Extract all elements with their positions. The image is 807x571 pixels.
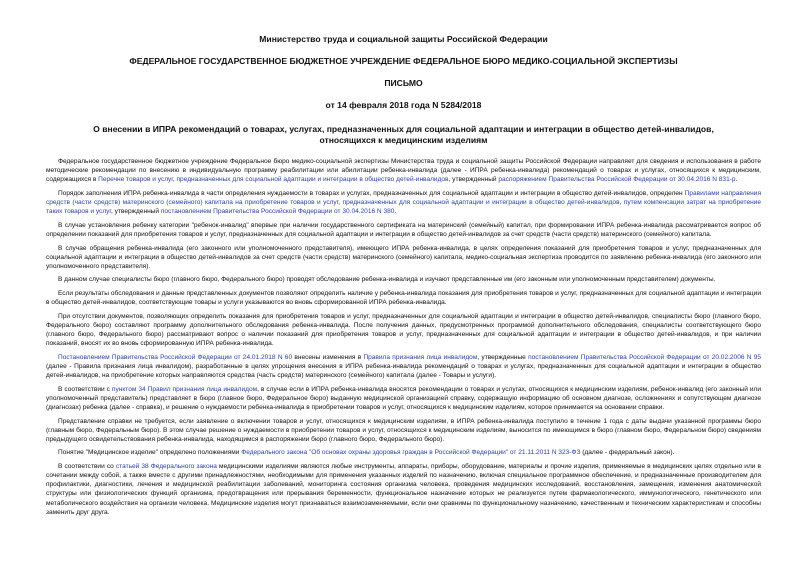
paragraph-3: В случае установления ребенку категории "ребенок-инвалид" впервые при наличии государственного сертификата на материнский (семейный) капитал, при формировании ИПРА ребенка-инвалида рассматривается вопрос об определении показаний для приобретения товаров и услуг, предназначенных для социальной адаптации и интеграции в общество детей-инвалидов за счет средств (части средств) материнского (семейного) капитала. <box>46 221 761 238</box>
paragraph-10: Представление справки не требуется, если заявление о включении товаров и услуг, относящихся к медицинским изделиям, в ИПРА ребенка-инвалида поступило в течение 1 года с даты выдачи указанной программы бюро (главным бюро, Федеральным бюро). В этом случае решение о нуждаемости в приобретении товаров и услуг, относящихся к медицинским изделиям, выносится по имеющимся в бюро (главном бюро, Федеральном бюро) сведениям предыдущего освидетельствования ребенка-инвалида, находящимся в распоряжении бюро (главного бюро, Федерального бюро). <box>46 417 761 443</box>
paragraph-12: В соответствии со статьей 38 Федерального закона медицинскими изделиями являются любые инструменты, аппараты, приборы, оборудование, материалы и прочие изделия, применяемые в медицинских целях отдельно или в сочетании между собой, а также вместе с другими принадлежностями, необходимыми для применения указанных изделий по назначению, включая специальное программное обеспечение, и предназначенные производителем для профилактики, диагностики, лечения и медицинской реабилитации заболеваний, мониторинга состояния организма человека, проведения медицинских исследований, восстановления, замещения, изменения анатомической структуры или физиологических функций организма, предотвращения или прерывания беременности, функциональное назначение которых не реализуется путем фармакологического, иммунологического, генетического или метаболического воздействия на организм человека. Медицинские изделия могут признаваться взаимозаменяемыми, если они сравнимы по функциональному назначению, качественным и техническим характеристикам и способны заменить друг друга. <box>46 463 761 516</box>
document-title: О внесении в ИПРА рекомендаций о товарах, услугах, предназначенных для социальной адаптации и интеграции в общество детей-инвалидов, относящихся к медицинским изделиям <box>93 124 714 145</box>
paragraph-6: Если результаты обследования и данные представленных документов позволяют определить наличие у ребенка-инвалида показания для приобретения товаров и услуг, предназначенных для социальной адаптации и интеграции в общество детей-инвалидов, соответствующие товары и услуги указываются во вновь сформированной ИПРА ребенка-инвалида. <box>46 290 761 307</box>
link-punkt-34[interactable]: пунктом 34 Правил признания лица инвалидом <box>111 385 258 393</box>
link-statya-38[interactable]: статьей 38 Федерального закона <box>115 463 217 471</box>
paragraph-9: В соответствии с пунктом 34 Правил признания лица инвалидом, в случае если в ИПРА ребенка-инвалида вносятся рекомендации о товарах и услугах, относящихся к медицинским изделиям, ребенок-инвалид (его законный или уполномоченный представитель) представляет в бюро (главное бюро, Федеральное бюро) выданную медицинской организацией справку, содержащую информацию об основном диагнозе, осложнениях и сопутствующем диагнозе (диагнозах) ребенка (далее - справка), и решение о нуждаемости ребенка-инвалида в приобретении товаров и услуг, относящихся к медицинским изделиям, которое принимается на основании справки. <box>46 385 761 411</box>
paragraph-2: Порядок заполнения ИПРА ребенка-инвалида в части определения нуждаемости в товарах и услугах, предназначенных для социальной адаптации и интеграции в общество детей-инвалидов, определен Правилами направления средств (части средств) материнского (семейного) капитала на приобретение товаров и услуг, предназначенных для социальной адаптации и интеграции в общество детей-инвалидов, путем компенсации затрат на приобретение таких товаров и услуг, утвержденный постановлением Правительства Российской Федерации от 30.04.2016 N 380. <box>46 189 761 216</box>
paragraph-8: Постановлением Правительства Российской Федерации от 24.01.2018 N 60 внесены изменения в Правила признания лица инвалидом, утвержденные постановлением Правительства Российской Федерации от 20.02.2006 N 95 (далее - Правила признания лица инвалидом), разработанные в целях упрощения внесения в ИПРА ребенка-инвалида рекомендаций о товарах и услугах, предназначенных для социальной адаптации и интеграции в общество детей-инвалидов, на приобретение которых направляются средства (часть средств) материнского (семейного) капитала (далее - Товары и услуги). <box>46 353 761 380</box>
paragraph-11: Понятие "Медицинское изделие" определено положениями Федерального закона "Об основах охраны здоровья граждан в Российской Федерации" от 21.11.2011 N 323-ФЗ (далее - федеральный закон). <box>58 449 675 457</box>
document-date-number: от 14 февраля 2018 года N 5284/2018 <box>325 100 482 110</box>
paragraph-5: В данном случае специалисты бюро (главного бюро, Федерального бюро) проводят обследование ребенка-инвалида и изучают представленные им (его законным или уполномоченным представителем) документы. <box>58 276 716 284</box>
link-postanovlenie-380[interactable]: постановлением Правительства Российской Федерации от 30.04.2016 N 380 <box>160 208 395 216</box>
link-rasporyazhenie-831r[interactable]: распоряжением Правительства Российской Федерации от 30.04.2016 N 831-р <box>498 176 736 184</box>
ministry-heading: Министерство труда и социальной защиты Российской Федерации <box>259 34 548 44</box>
paragraph-7: При отсутствии документов, позволяющих определить показания для приобретения товаров и услуг, предназначенных для социальной адаптации и интеграции в общество детей-инвалидов, специалисты бюро (главного бюро, Федерального бюро) составляют программу дополнительного обследования ребенка-инвалида. После получения данных, предусмотренных программой дополнительного обследования, специалисты соответствующего бюро (главного бюро, Федерального бюро) рассматривают вопрос о наличии показаний для приобретения товаров и услуг, предназначенных для социальной адаптации и интеграции в общество детей-инвалидов, и при наличии показаний, вносят их во вновь сформированную ИПРА ребенка-инвалида. <box>46 312 761 348</box>
link-pravila-napravleniya-sredstv[interactable]: Правилами направления средств (части средств) материнского (семейного) капитала на приобретение товаров и услуг, предназначенных для социальной адаптации и интеграции в общество детей-инвалидов, путем компенсации затрат на приобретение таких товаров и услуг <box>46 189 761 216</box>
link-pravila-priznaniya[interactable]: Правила признания лица инвалидом <box>363 353 478 361</box>
link-postanovlenie-95[interactable]: постановлением Правительства Российской Федерации от 20.02.2006 N 95 <box>528 353 761 361</box>
paragraph-1: Федеральное государственное бюджетное учреждение Федеральное бюро медико-социальной экспертизы Министерства труда и социальной защиты Российской Федерации направляет для сведения и использования в работе методические рекомендации по внесению в индивидуальную программу реабилитации или абилитации ребенка-инвалида (далее - ИПРА ребенка-инвалида) рекомендаций о товарах и услугах, относящихся к медицинским, содержащихся в Перечне товаров и услуг, предназначенных для социальной адаптации и интеграции в общество детей-инвалидов, утвержденный распоряжением Правительства Российской Федерации от 30.04.2016 N 831-р. <box>46 158 761 184</box>
paragraph-4: В случае обращения ребенка-инвалида (его законного или уполномоченного представителя), имеющего ИПРА ребенка-инвалида, в целях определения показаний для приобретения товаров и услуг, предназначенных для социальной адаптации и интеграции в общество детей-инвалидов за счет средств (части средств) материнского (семейного) капитала, медико-социальная экспертиза проводится по заявлению ребенка-инвалида (его законного или уполномоченного представителя). <box>46 244 761 270</box>
document-body <box>46 157 761 517</box>
document-type: ПИСЬМО <box>384 78 423 88</box>
link-federal-law-323fz[interactable]: Федерального закона "Об основах охраны здоровья граждан в Российской Федерации" от 21.11.2011 N 323-ФЗ <box>241 449 581 457</box>
link-postanovlenie-60[interactable]: Постановлением Правительства Российской Федерации от 24.01.2018 N 60 <box>58 353 293 361</box>
link-perechen-tovarov[interactable]: Перечне товаров и услуг, предназначенных для социальной адаптации и интеграции в общество детей-инвалидов <box>98 176 449 184</box>
organization-heading: ФЕДЕРАЛЬНОЕ ГОСУДАРСТВЕННОЕ БЮДЖЕТНОЕ УЧРЕЖДЕНИЕ ФЕДЕРАЛЬНОЕ БЮРО МЕДИКО-СОЦИАЛЬНОЙ ЭКСПЕРТИЗЫ <box>129 56 678 66</box>
